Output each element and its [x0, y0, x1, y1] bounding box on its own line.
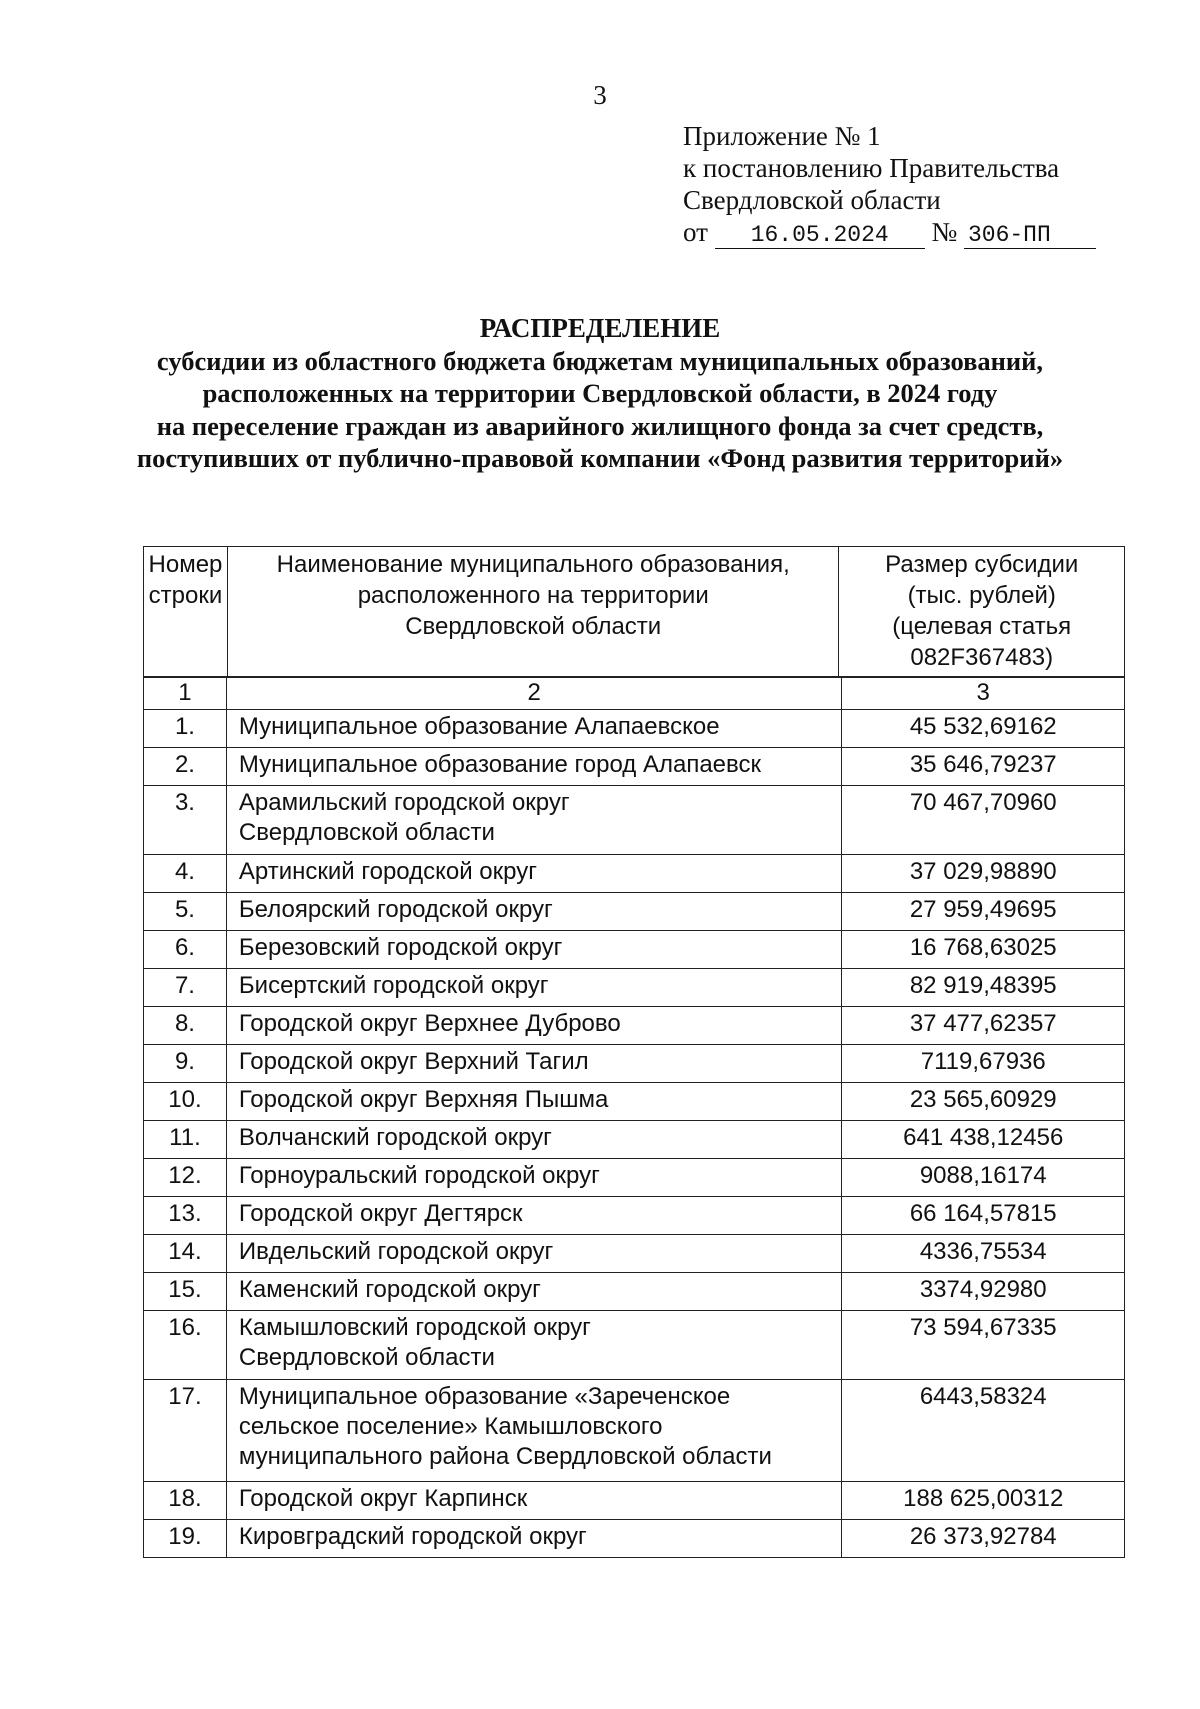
- appendix-line-1: Приложение № 1: [683, 121, 881, 151]
- header-row-number: [144, 547, 228, 677]
- subsidy-amount: 66 164,57815: [842, 1197, 1125, 1235]
- column-index: 2: [226, 678, 842, 710]
- row-number: 2.: [144, 748, 227, 786]
- municipality-name-line: Кировградский городской округ: [238, 1523, 587, 1550]
- municipality-name-line: Камышловский городской округ: [238, 1314, 591, 1341]
- municipality-name-line: Свердловской области: [238, 819, 495, 846]
- table-row: [144, 786, 1125, 855]
- table-body: [144, 678, 1125, 1558]
- municipality-name: [226, 748, 842, 786]
- municipality-name-line: Бисертский городской округ: [238, 972, 549, 999]
- table-row: [144, 1007, 1125, 1045]
- municipality-name: [226, 786, 842, 855]
- table-row: [144, 1083, 1125, 1121]
- municipality-name: [226, 1380, 842, 1482]
- row-number: 8.: [144, 1007, 227, 1045]
- appendix-line-2: к постановлению Правительства: [683, 153, 1060, 183]
- table-header: [143, 546, 1125, 677]
- page-number: 3: [593, 80, 607, 110]
- row-number: 15.: [144, 1273, 227, 1311]
- municipality-name-line: муниципального района Свердловской области: [238, 1443, 772, 1470]
- subsidy-amount: 82 919,48395: [842, 969, 1125, 1007]
- municipality-name-line: сельское поселение» Камышловского: [238, 1413, 663, 1440]
- municipality-name: [226, 710, 842, 748]
- table-row: [144, 1482, 1125, 1520]
- municipality-name-line: Городской округ Верхнее Дуброво: [238, 1010, 621, 1037]
- header-text: (целевая статья: [892, 613, 1072, 640]
- decree-number: 306-ПП: [964, 222, 1096, 249]
- subsidy-amount: 23 565,60929: [842, 1083, 1125, 1121]
- municipality-name-line: Белоярский городской округ: [238, 896, 553, 923]
- row-number: 13.: [144, 1197, 227, 1235]
- subsidy-amount: 188 625,00312: [842, 1482, 1125, 1520]
- header-municipality-name: [227, 547, 839, 677]
- subsidy-amount: 45 532,69162: [842, 710, 1125, 748]
- header-row: [144, 547, 1125, 677]
- subsidy-amount: 70 467,70960: [842, 786, 1125, 855]
- header-text: Размер субсидии: [885, 551, 1079, 578]
- municipality-name: [226, 1482, 842, 1520]
- subsidy-amount: 641 438,12456: [842, 1121, 1125, 1159]
- table-row: [144, 1311, 1125, 1380]
- municipality-name-line: Волчанский городской округ: [238, 1124, 552, 1151]
- table-row: [144, 1045, 1125, 1083]
- table-row: [144, 931, 1125, 969]
- subsidy-amount: 3374,92980: [842, 1273, 1125, 1311]
- row-number: 6.: [144, 931, 227, 969]
- row-number: 7.: [144, 969, 227, 1007]
- municipality-name: [226, 1273, 842, 1311]
- header-subsidy-amount: [839, 547, 1125, 677]
- municipality-name: [226, 969, 842, 1007]
- subsidy-amount: 26 373,92784: [842, 1520, 1125, 1558]
- table-row: [144, 1380, 1125, 1482]
- table-row: [144, 710, 1125, 748]
- table-row: [144, 1159, 1125, 1197]
- column-index: 1: [144, 678, 227, 710]
- subsidy-amount: 6443,58324: [842, 1380, 1125, 1482]
- subsidy-table: [143, 677, 1125, 1558]
- decree-date: 16.05.2024: [715, 222, 925, 249]
- municipality-name-line: Городской округ Верхняя Пышма: [238, 1086, 609, 1113]
- heading-line: поступивших от публично-правовой компании «Фонд развития территорий»: [136, 443, 1064, 473]
- subsidy-amount: 73 594,67335: [842, 1311, 1125, 1380]
- row-number: 1.: [144, 710, 227, 748]
- subsidy-amount: 27 959,49695: [842, 893, 1125, 931]
- header-text: Номер: [148, 551, 223, 578]
- municipality-name-line: Городской округ Верхний Тагил: [238, 1048, 589, 1075]
- table-row: [144, 893, 1125, 931]
- municipality-name-line: Муниципальное образование «Зареченское: [238, 1383, 731, 1410]
- subsidy-amount: 37 477,62357: [842, 1007, 1125, 1045]
- municipality-name: [226, 1520, 842, 1558]
- municipality-name-line: Муниципальное образование город Алапаевск: [238, 751, 761, 778]
- municipality-name: [226, 893, 842, 931]
- decree-meta-row: [683, 216, 1096, 249]
- table-row: [144, 855, 1125, 893]
- row-number: 19.: [144, 1520, 227, 1558]
- municipality-name: [226, 1007, 842, 1045]
- row-number: 14.: [144, 1235, 227, 1273]
- heading-line: расположенных на территории Свердловской области, в 2024 году: [202, 378, 998, 408]
- header-text: расположенного на территории: [357, 582, 709, 609]
- municipality-name-line: Городской округ Карпинск: [238, 1485, 528, 1512]
- municipality-name: [226, 855, 842, 893]
- subsidy-amount: 37 029,98890: [842, 855, 1125, 893]
- row-number: 9.: [144, 1045, 227, 1083]
- municipality-name-line: Ивдельский городской округ: [238, 1238, 554, 1265]
- municipality-name: [226, 1159, 842, 1197]
- municipality-name: [226, 1045, 842, 1083]
- document-heading: [0, 312, 1200, 475]
- table-row: [144, 1197, 1125, 1235]
- header-text: Наименование муниципального образования,: [276, 551, 790, 578]
- municipality-name: [226, 931, 842, 969]
- subsidy-amount: 4336,75534: [842, 1235, 1125, 1273]
- municipality-name-line: Городской округ Дегтярск: [238, 1200, 523, 1227]
- row-number: 3.: [144, 786, 227, 855]
- municipality-name: [226, 1197, 842, 1235]
- municipality-name-line: Муниципальное образование Алапаевское: [238, 713, 720, 740]
- row-number: 16.: [144, 1311, 227, 1380]
- subsidy-amount: 9088,16174: [842, 1159, 1125, 1197]
- header-text: Свердловской области: [405, 613, 662, 640]
- municipality-name: [226, 1311, 842, 1380]
- subsidy-amount: 35 646,79237: [842, 748, 1125, 786]
- column-index-row: [144, 678, 1125, 710]
- header-text: (тыс. рублей): [907, 582, 1056, 609]
- header-text: строки: [148, 582, 223, 609]
- appendix-line-3: Свердловской области: [683, 185, 941, 215]
- heading-line: субсидии из областного бюджета бюджетам муниципальных образований,: [156, 345, 1044, 376]
- municipality-name: [226, 1083, 842, 1121]
- row-number: 12.: [144, 1159, 227, 1197]
- row-number: 17.: [144, 1380, 227, 1482]
- number-prefix: №: [931, 217, 958, 247]
- row-number: 18.: [144, 1482, 227, 1520]
- table-row: [144, 748, 1125, 786]
- date-prefix: от: [683, 217, 708, 247]
- subsidy-amount: 16 768,63025: [842, 931, 1125, 969]
- header-text: 082F367483): [910, 644, 1054, 671]
- municipality-name: [226, 1121, 842, 1159]
- document-title: РАСПРЕДЕЛЕНИЕ: [479, 313, 721, 343]
- municipality-name: [226, 1235, 842, 1273]
- municipality-name-line: Каменский городской округ: [238, 1276, 541, 1303]
- row-number: 11.: [144, 1121, 227, 1159]
- table-row: [144, 1235, 1125, 1273]
- table-row: [144, 1273, 1125, 1311]
- municipality-name-line: Свердловской области: [238, 1344, 495, 1371]
- subsidy-amount: 7119,67936: [842, 1045, 1125, 1083]
- municipality-name-line: Березовский городской округ: [238, 934, 563, 961]
- row-number: 10.: [144, 1083, 227, 1121]
- table-row: [144, 1520, 1125, 1558]
- table-row: [144, 969, 1125, 1007]
- municipality-name-line: Арамильский городской округ: [238, 789, 570, 816]
- municipality-name-line: Горноуральский городской округ: [238, 1162, 600, 1189]
- table-row: [144, 1121, 1125, 1159]
- municipality-name-line: Артинский городской округ: [238, 858, 537, 885]
- row-number: 4.: [144, 855, 227, 893]
- column-index: 3: [842, 678, 1125, 710]
- appendix-block: [683, 120, 1096, 249]
- row-number: 5.: [144, 893, 227, 931]
- heading-line: на переселение граждан из аварийного жилищного фонда за счет средств,: [156, 410, 1044, 441]
